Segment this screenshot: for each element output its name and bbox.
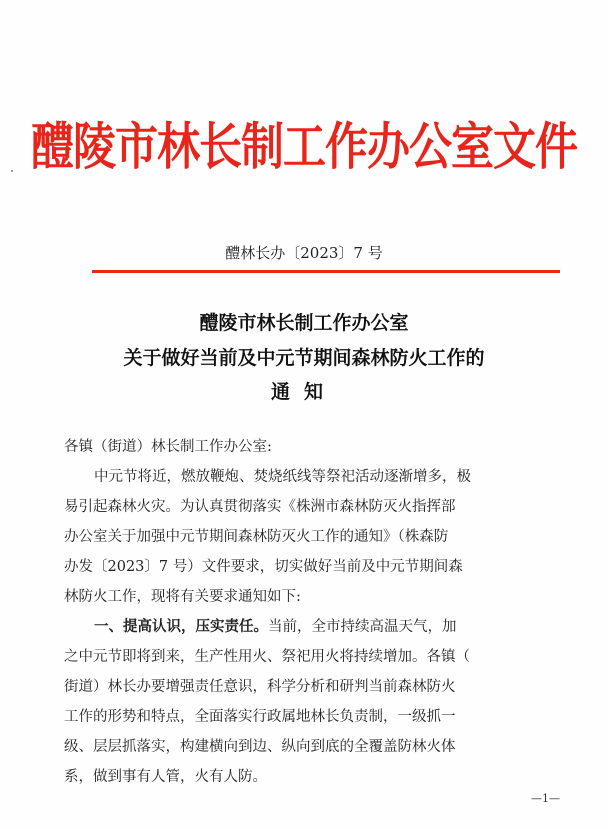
page-number: —1— [531,792,560,805]
paragraph-2-line-3: 街道）林长办要增强责任意识，科学分析和研判当前森林防火 [64,679,456,695]
salutation: 各镇（街道）林长制工作办公室: [64,439,272,455]
notice-title-line-3: 通知 [270,381,337,403]
notice-title-line-1: 醴陵市林长制工作办公室 [199,312,409,334]
document-header-title: 醴陵市林长制工作办公室文件 [31,117,577,177]
paragraph-2-line-5: 级、层层抓落实，构建横向到边、纵向到底的全覆盖防林火体 [64,739,456,755]
paragraph-1-line-3: 办公室关于加强中元节期间森林防灭火工作的通知》（株森防 [64,529,449,545]
paragraph-2-line-1 [94,612,457,642]
paragraph-2-line-1-text: 当前，全市持续高温天气，加 [268,619,457,635]
document-number: 醴林长办〔2023〕7 号 [225,244,383,262]
red-divider-line [92,270,560,273]
paragraph-2-line-6: 系，做到事有人管，火有人防。 [64,769,267,785]
paragraph-1-line-5: 林防火工作，现将有关要求通知如下: [64,589,301,605]
paragraph-2-line-2: 之中元节即将到来，生产性用火、祭祀用火将持续增加。各镇（ [64,649,470,665]
paragraph-2-line-4: 工作的形势和特点，全面落实行政属地林长负责制，一级抓一 [64,709,456,725]
paragraph-1-line-2: 易引起森林火灾。为认真贯彻落实《株洲市森林防灭火指挥部 [64,499,456,515]
paragraph-1-line-4: 办发〔2023〕7 号）文件要求，切实做好当前及中元节期间森 [64,559,463,575]
paragraph-1-line-1: 中元节将近，燃放鞭炮、焚烧纸线等祭祀活动逐渐增多，极 [94,469,471,485]
notice-title-line-2: 关于做好当前及中元节期间森林防火工作的 [123,347,485,369]
section-heading: 一、提高认识，压实责任。 [94,618,268,635]
